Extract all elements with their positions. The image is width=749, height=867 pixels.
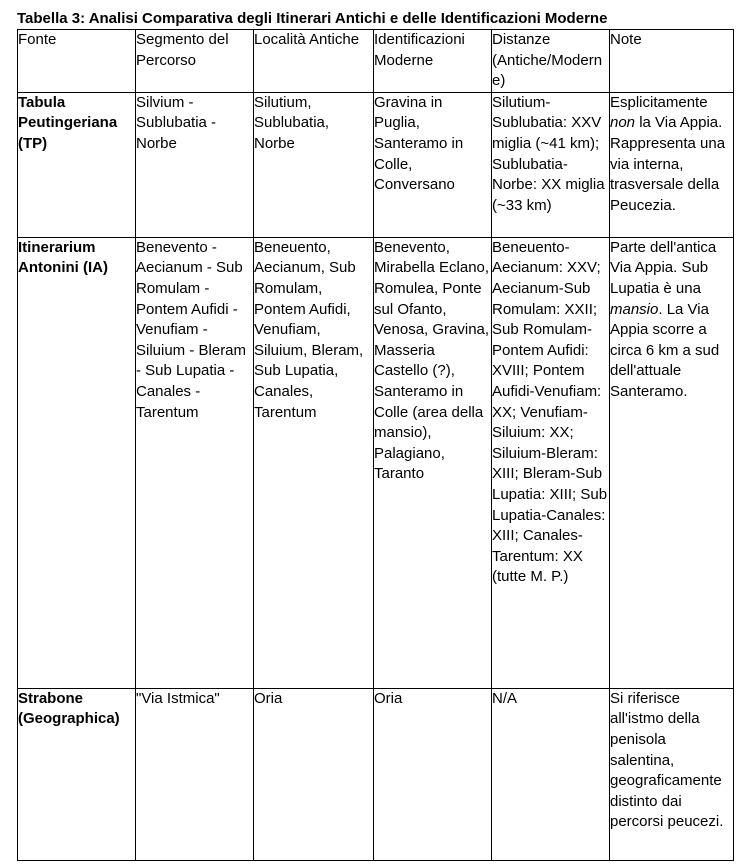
table-header-row [18, 30, 734, 93]
cell-modern: Gravina in Puglia, Santeramo in Colle, Conversano [374, 92, 492, 237]
header-identificazioni: Identificazioni Moderne [374, 30, 492, 93]
comparison-table [17, 29, 734, 861]
cell-segment: "Via Istmica" [136, 688, 254, 860]
cell-modern: Oria [374, 688, 492, 860]
cell-distances: Silutium-Sublubatia: XXV miglia (~41 km); Sublubatia-Norbe: XX miglia (~33 km) [492, 92, 610, 237]
cell-source: Tabula Peutingeriana (TP) [18, 92, 136, 237]
note-text: Esplicitamente [610, 93, 708, 111]
note-text: Si riferisce all'istmo della penisola salentina, geograficamente distinto dai percorsi peucezi. [610, 689, 724, 831]
cell-source: Strabone (Geographica) [18, 688, 136, 860]
note-text: la Via Appia. Rappresenta una via interna, trasversale della Peucezia. [610, 114, 726, 214]
cell-source: Itinerarium Antonini (IA) [18, 237, 136, 688]
header-distanze: Distanze (Antiche/Moderne) [492, 30, 610, 93]
cell-distances: N/A [492, 688, 610, 860]
table-row [18, 237, 734, 688]
header-localita: Località Antiche [254, 30, 374, 93]
cell-ancient: Beneuento, Aecianum, Sub Romulam, Pontem Aufidi, Venufiam, Siluium, Bleram, Sub Lupatia, Canales, Tarentum [254, 237, 374, 688]
note-emphasis: mansio [610, 300, 659, 318]
note-emphasis: non [610, 114, 636, 132]
cell-modern: Benevento, Mirabella Eclano, Romulea, Ponte sul Ofanto, Venosa, Gravina, Masseria Castello (?), Santeramo in Colle (area della mansio), Palagiano, Taranto [374, 237, 492, 688]
cell-segment: Benevento - Aecianum - Sub Romulam - Pontem Aufidi - Venufiam - Siluium - Bleram - Sub Lupatia - Canales - Tarentum [136, 237, 254, 688]
cell-note [610, 237, 734, 688]
note-text: Parte dell'antica Via Appia. Sub Lupatia è una [610, 238, 717, 297]
cell-distances: Beneuento-Aecianum: XXV; Aecianum-Sub Romulam: XXII; Sub Romulam-Pontem Aufidi: XVIII; Pontem Aufidi-Venufiam: XX; Venufiam-Siluium: XX; Siluium-Bleram: XIII; Bleram-Sub Lupatia: XIII; Sub Lupatia-Canales: XIII; Canales-Tarentum: XX (tutte M. P.) [492, 237, 610, 688]
cell-ancient: Silutium, Sublubatia, Norbe [254, 92, 374, 237]
cell-note [610, 688, 734, 860]
cell-ancient: Oria [254, 688, 374, 860]
table-caption: Tabella 3: Analisi Comparativa degli Itinerari Antichi e delle Identificazioni Moderne [17, 10, 608, 27]
table-row [18, 688, 734, 860]
table-row [18, 92, 734, 237]
cell-segment: Silvium - Sublubatia - Norbe [136, 92, 254, 237]
header-fonte: Fonte [18, 30, 136, 93]
note-text: . La Via Appia scorre a circa 6 km a sud dell'attuale Santeramo. [610, 300, 720, 400]
cell-note [610, 92, 734, 237]
header-segmento: Segmento del Percorso [136, 30, 254, 93]
header-note: Note [610, 30, 734, 93]
